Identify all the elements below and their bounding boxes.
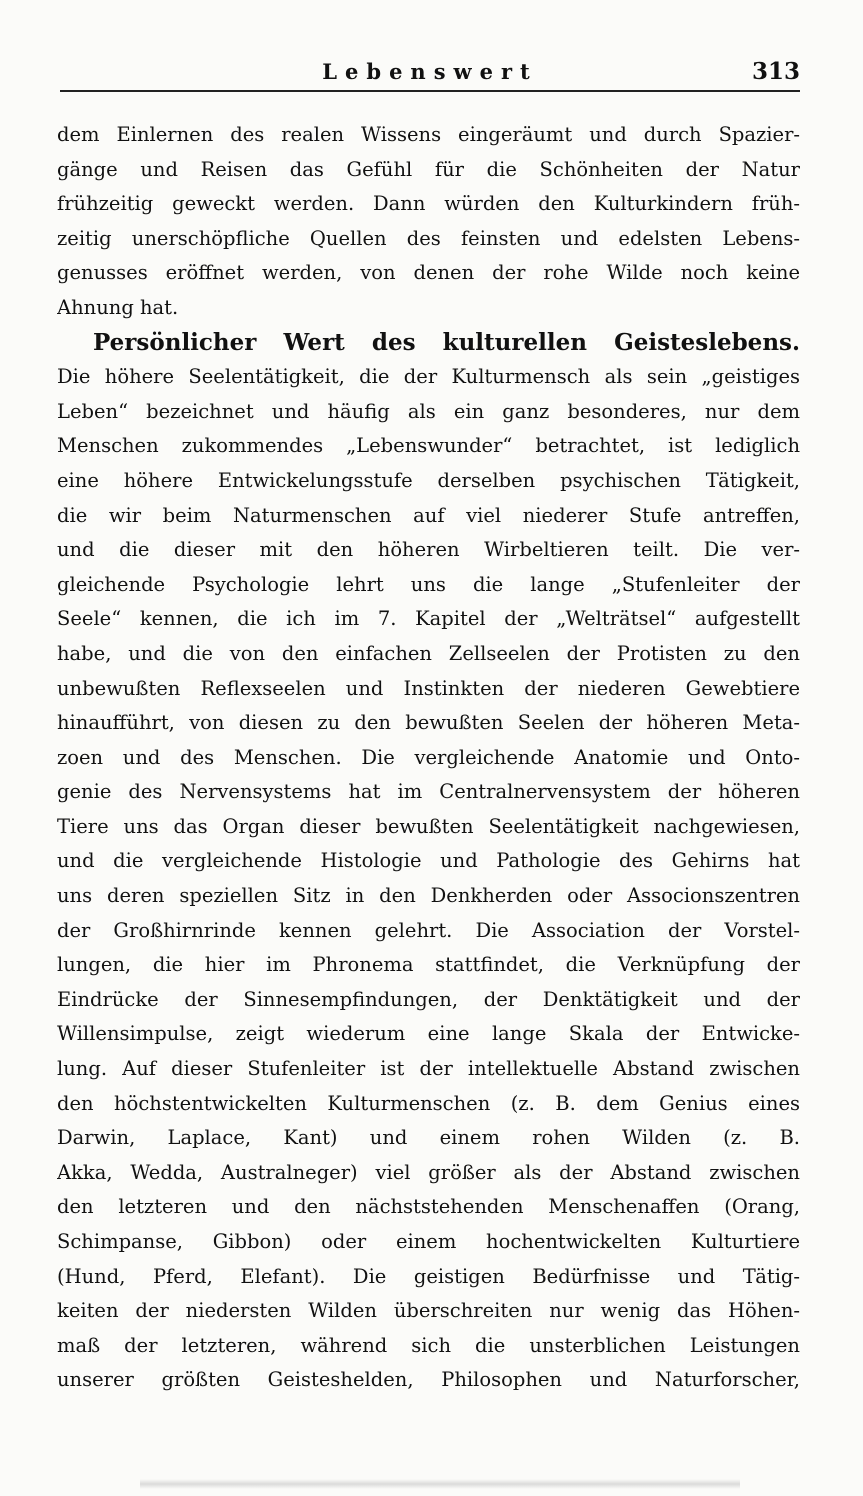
text-line: uns deren speziellen Sitz in den Denkherden oder Associonszentren [57, 884, 800, 908]
text-line: den höchstentwickelten Kulturmenschen (z. B. dem Genius eines [57, 1091, 800, 1115]
running-head [60, 55, 800, 89]
running-title: Lebenswert [322, 59, 538, 84]
page-bottom-shadow [140, 1479, 740, 1489]
text-line: lungen, die hier im Phronema stattfindet, die Verknüpfung der [57, 953, 800, 977]
text-line: den letzteren und den nächststehenden Menschenaffen (Orang, [57, 1195, 800, 1219]
text-line: Menschen zukommendes „Lebenswunder“ betrachtet, ist lediglich [57, 434, 800, 458]
text-line: Tiere uns das Organ dieser bewußten Seelentätigkeit nachgewiesen, [57, 814, 800, 838]
text-line: gänge und Reisen das Gefühl für die Schönheiten der Natur [57, 157, 800, 181]
text-line: maß der letzteren, während sich die unsterblichen Leistungen [57, 1333, 800, 1357]
text-line: und die vergleichende Histologie und Pathologie des Gehirns hat [57, 849, 800, 873]
text-line: unserer größten Geisteshelden, Philosophen und Naturforscher, [57, 1368, 800, 1392]
text-line: zoen und des Menschen. Die vergleichende Anatomie und Onto- [57, 745, 800, 769]
text-line: Akka, Wedda, Australneger) viel größer als der Abstand zwischen [57, 1160, 800, 1184]
text-line: gleichende Psychologie lehrt uns die lange „Stufenleiter der [57, 572, 800, 596]
text-line: die wir beim Naturmenschen auf viel niederer Stufe antreffen, [57, 503, 800, 527]
text-line: keiten der niedersten Wilden überschreiten nur wenig das Höhen- [57, 1299, 800, 1323]
text-line: habe, und die von den einfachen Zellseelen der Protisten zu den [57, 641, 800, 665]
text-line: zeitig unerschöpfliche Quellen des feinsten und edelsten Lebens- [57, 226, 800, 250]
body-text [57, 118, 800, 1398]
text-line: eine höhere Entwickelungsstufe derselben psychischen Tätigkeit, [57, 468, 800, 492]
text-line: der Großhirnrinde kennen gelehrt. Die Association der Vorstel- [57, 918, 800, 942]
text-line: Die höhere Seelentätigkeit, die der Kulturmensch als sein „geistiges [57, 365, 800, 389]
text-line: und die dieser mit den höheren Wirbeltieren teilt. Die ver- [57, 538, 800, 562]
text-line: genie des Nervensystems hat im Centralnervensystem der höheren [57, 780, 800, 804]
text-line: Ahnung hat. [57, 295, 179, 319]
header-rule [60, 90, 800, 92]
text-line: unbewußten Reflexseelen und Instinkten der niederen Gewebtiere [57, 676, 800, 700]
text-line: lung. Auf dieser Stufenleiter ist der intellektuelle Abstand zwischen [57, 1057, 800, 1081]
text-line: Seele“ kennen, die ich im 7. Kapitel der „Welträtsel“ aufgestellt [57, 607, 800, 631]
text-line: genusses eröffnet werden, von denen der rohe Wilde noch keine [57, 261, 800, 285]
text-line: Willensimpulse, zeigt wiederum eine lange Skala der Entwicke- [57, 1022, 800, 1046]
text-line: dem Einlernen des realen Wissens eingeräumt und durch Spazier- [57, 123, 800, 146]
text-line: Schimpanse, Gibbon) oder einem hochentwickelten Kulturtiere [57, 1230, 800, 1253]
text-line: (Hund, Pferd, Elefant). Die geistigen Bedürfnisse und Tätig- [57, 1264, 800, 1288]
text-line: Darwin, Laplace, Kant) und einem rohen Wilden (z. B. [57, 1126, 800, 1150]
text-line: Eindrücke der Sinnesempfindungen, der Denktätigkeit und der [57, 987, 800, 1011]
text-line: Leben“ bezeichnet und häufig als ein ganz besonderes, nur dem [57, 399, 800, 423]
section-heading: Persönlicher Wert des kulturellen Geisteslebens. [93, 328, 800, 356]
text-line: frühzeitig geweckt werden. Dann würden den Kulturkindern früh- [57, 192, 800, 216]
page-number: 313 [751, 58, 800, 85]
text-line: hinaufführt, von diesen zu den bewußten Seelen der höheren Meta- [57, 711, 800, 735]
